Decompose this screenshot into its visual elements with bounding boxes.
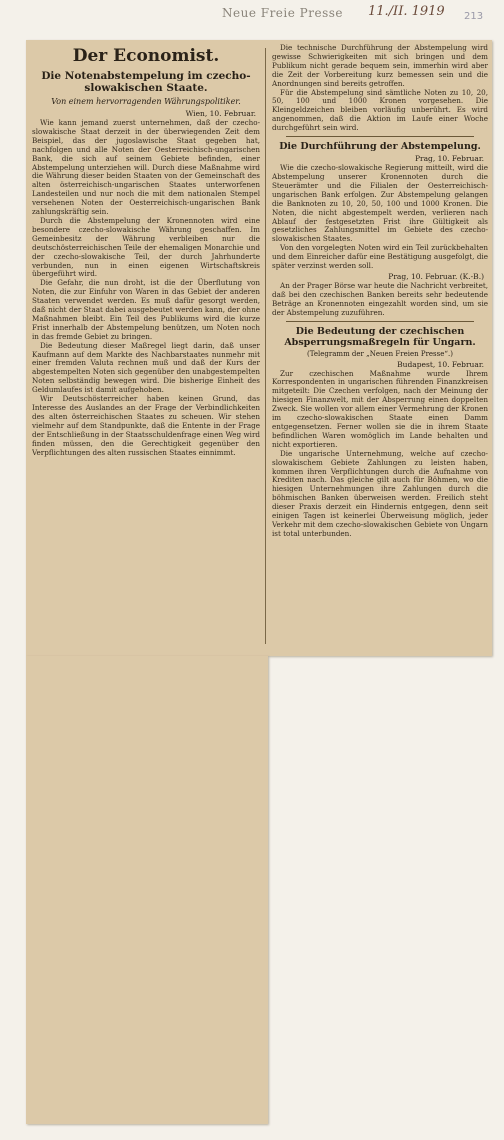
- article-paragraph: Wir Deutschösterreicher haben keinen Grund, das Interesse des Auslandes an der Frage der Verbindlichkeiten des alten österreichischen Staates zu scheuen. Wir stehen vielmehr auf dem Standpunkte, daß die Entente in der Frage der Entschließung in der Staatsschuldenfrage einen Weg wird finden müssen, den die Gerechtigkeit gegenüber den Verpflichtungen des alten russischen Staates einnimmt.: [32, 394, 260, 457]
- section-heading: Die Bedeutung der czechischen Absperrungsmaßregeln für Ungarn.: [284, 325, 476, 348]
- article-paragraph: Zur czechischen Maßnahme wurde Ihrem Korrespondenten in ungarischen führenden Finanzkreisen mitgeteilt: Die Czechen verfolgen, nach der Meinung der hiesigen Finanzwelt, mit der Absperrung einen doppelten Zweck. Sie wollen vor allem einer Vermehrung der Kronen im czecho-slowakischen Staate einen Damm entgegensetzen. Ferner wollen sie die in ihrem Staate befindlichen Waren womöglich im Lande behalten und nicht exportieren.: [272, 368, 488, 449]
- section-dateline: Prag, 10. Februar. (K.-B.): [388, 271, 484, 281]
- article-right-column: [272, 44, 488, 650]
- article-paragraph: Die ungarische Unternehmung, welche auf czecho-slowakischem Gebiete Zahlungen zu leisten haben, kommen ihren Verpflichtungen durch die Aufnahme von Krediten nach. Das gleiche gilt auch für Böhmen, wo die hiesigen Unternehmungen ihre Zahlungen durch die böhmischen Banken überweisen werden. Freilich steht dieser Praxis derzeit ein Hindernis entgegen, denn seit einigen Tagen ist keinerlei Überweisung möglich, jeder Verkehr mit dem czecho-slowakischen Gebiete von Ungarn ist total unterbunden.: [272, 448, 488, 538]
- article-left-column: [32, 44, 260, 1118]
- section-dateline: Budapest, 10. Februar.: [397, 359, 484, 369]
- section-rule: [286, 321, 474, 322]
- article-paragraph: Durch die Abstempelung der Kronennoten wird eine besondere czecho-slowakische Währung geschaffen. Im Gemeinbesitz der Währung verbleiben nur die deutschösterreichischen Teile der ehemaligen Monarchie und der czecho-slowakische Teil, der durch Jahrhunderte verbunden, nun in einen eigenen Wirtschaftskreis übergeführt wird.: [32, 215, 260, 279]
- article-paragraph: Die Gefahr, die nun droht, ist die der Überflutung von Noten, die zur Einfuhr von Waren in das Gebiet der anderen Staaten verwendet werden. Es muß dafür gesorgt werden, daß nicht der Staat dabei ausgebeutet werden kann, der ohne Maßnahmen bleibt. Ein Teil des Publikums wird die kurze Frist innerhalb der Abstempelung benützen, um Noten noch in das fremde Gebiet zu bringen.: [32, 278, 260, 341]
- article-paragraph: Wie kann jemand zuerst unternehmen, daß der czecho-slowakische Staat derzeit in der überwiegenden Zeit dem Beispiel, das der jugoslawische Staat gegeben hat, nachfolgen und alle Noten der Oesterreichisch-ungarischen Bank, die sich auf seinem Gebiete befinden, einer Abstempelung unterziehen will. Durch diese Maßnahme wird die Währung dieser beiden Staaten von der Gemeinschaft des alten österreichisch-ungarischen Staates unterworfenen Landesteilen und nur noch die mit dem nationalen Stempel versehenen Noten der Oesterreichisch-ungarischen Bank zahlungskräftig sein.: [32, 118, 260, 217]
- section-dateline: Prag, 10. Februar.: [414, 154, 484, 164]
- section-rule: [286, 136, 474, 137]
- column-divider: [265, 48, 266, 644]
- article-byline: Von einem hervorragenden Währungspolitiker.: [51, 97, 241, 106]
- section-heading: Die Durchführung der Abstempelung.: [279, 141, 481, 153]
- article-paragraph: Die Bedeutung dieser Maßregel liegt darin, daß unser Kaufmann auf dem Markte des Nachbarstaates nunmehr mit einer fremden Valuta rechnen muß und daß der Kurs der abgestempelten Noten sich gegenüber den unabgestempelten Noten selbständig bewegen wird. Die bisherige Einheit des Geldumlaufes ist damit aufgehoben.: [32, 340, 260, 395]
- article-dateline: Wien, 10. Februar.: [185, 109, 256, 118]
- newspaper-masthead: Neue Freie Presse: [222, 6, 343, 20]
- archive-number: 213: [464, 11, 484, 22]
- section-note: (Telegramm der „Neuen Freien Presse“.): [307, 349, 453, 358]
- article-paragraph: Für die Abstempelung sind sämtliche Noten zu 10, 20, 50, 100 und 1000 Kronen vorgesehen. Die Kleingeldzeichen bleiben vorläufig unberührt. Es wird angenommen, daß die Aktion im Laufe einer Woche durchgeführt sein wird.: [272, 87, 488, 133]
- article-paragraph: Wie die czecho-slowakische Regierung mitteilt, wird die Abstempelung unserer Kronennoten durch die Steuerämter und die Filialen der Oesterreichisch-ungarischen Bank erfolgen. Zur Abstempelung gelangen die Banknoten zu 10, 20, 50, 100 und 1000 Kronen. Die Noten, die nicht abgestempelt werden, verlieren nach Ablauf der festgesetzten Frist ihre Gültigkeit als gesetzliches Zahlungsmittel im Gebiete des czecho-slowakischen Staates.: [272, 163, 488, 244]
- article-title: Der Economist.: [72, 46, 220, 66]
- article-paragraph: Die technische Durchführung der Abstempelung wird gewisse Schwierigkeiten mit sich bringen und dem Publikum nicht gerade bequem sein, immerhin wird aber die Zeit der Vorbereitung kurz bemessen sein und die Anordnungen sind bereits getroffen.: [272, 44, 488, 88]
- article-subtitle: Die Notenabstempelung im czecho-slowakischen Staate.: [41, 70, 251, 94]
- article-paragraph: Von den vorgelegten Noten wird ein Teil zurückbehalten und dem Einreicher dafür eine Bestätigung ausgefolgt, die später verzinst werden soll.: [272, 243, 488, 271]
- handwritten-date: 11./II. 1919: [368, 4, 445, 19]
- article-paragraph: An der Prager Börse war heute die Nachricht verbreitet, daß bei den czechischen Banken bereits sehr bedeutende Beträge an Kronennoten eingezahlt worden sind, um sie der Abstempelung zuzuführen.: [272, 280, 488, 317]
